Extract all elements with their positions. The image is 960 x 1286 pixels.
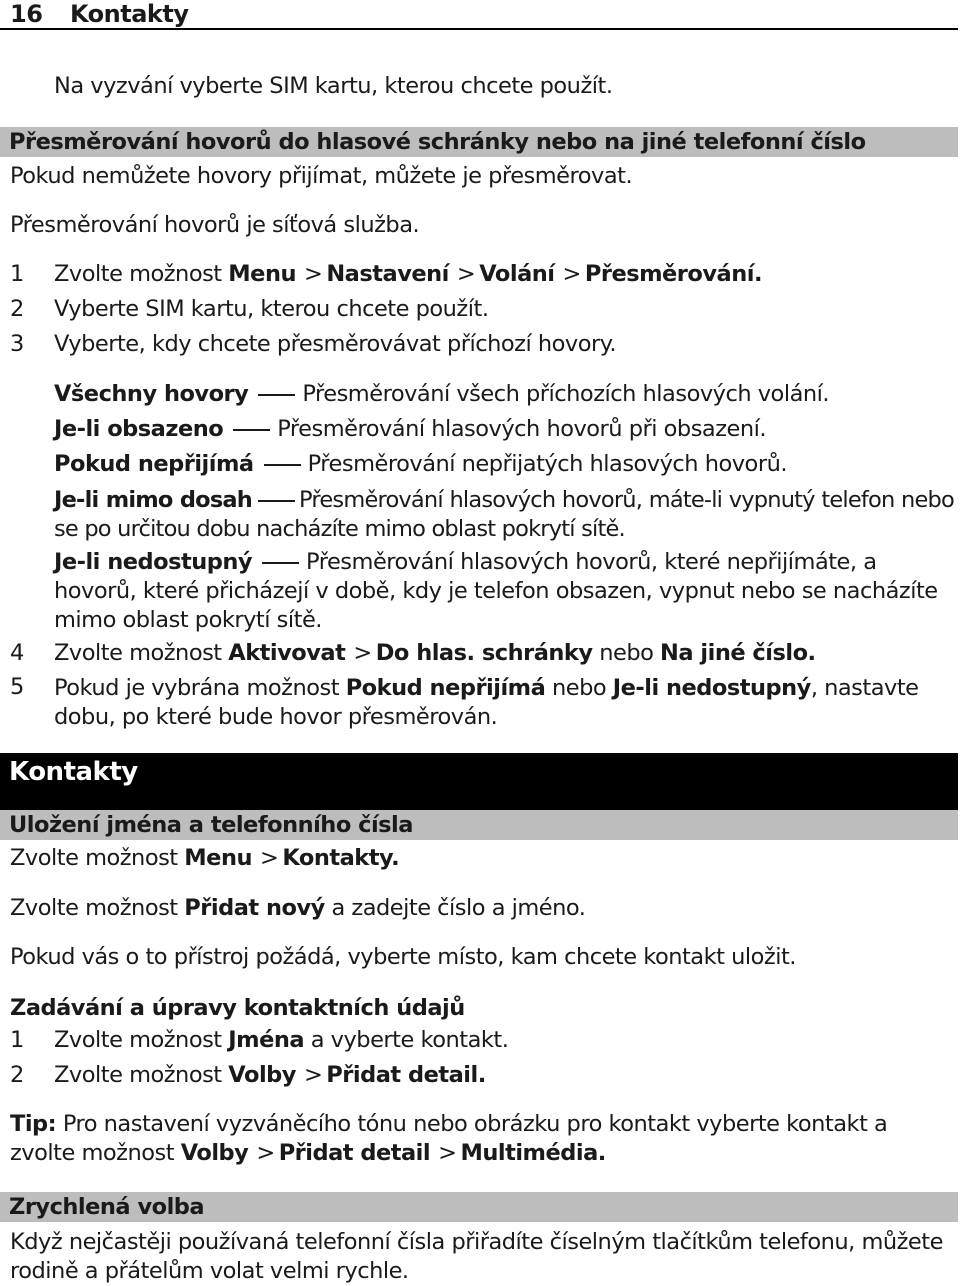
dash — [262, 562, 299, 564]
save-line1: Zvolte možnost Menu > Kontakty. — [10, 845, 400, 871]
dash — [258, 394, 295, 396]
edit-heading: Zadávání a úpravy kontaktních údajů — [10, 995, 465, 1021]
other-number-option: Na jiné číslo — [660, 640, 808, 666]
forwarding-para1: Pokud nemůžete hovory přijímat, můžete je přesměrovat. — [10, 163, 633, 189]
option-all-calls: Všechny hovory Přesměrování všech příchozích hlasových volání. — [54, 381, 830, 407]
forwarding-step3: Vyberte, kdy chcete přesměrovávat příchozí hovory. — [54, 331, 616, 357]
step-number: 5 — [10, 674, 24, 700]
forwarding-option: Přesměrování — [584, 261, 754, 287]
edit-step1: Zvolte možnost Jména a vyberte kontakt. — [54, 1027, 509, 1053]
step-number: 2 — [10, 1062, 24, 1088]
intro-line: Na vyzvání vyberte SIM kartu, kterou chcete použít. — [54, 73, 613, 99]
settings-option: Nastavení — [326, 261, 449, 287]
contacts-option: Kontakty — [282, 845, 392, 871]
forwarding-step4: Zvolte možnost Aktivovat > Do hlas. schránky nebo Na jiné číslo. — [54, 640, 816, 666]
step-number: 4 — [10, 640, 24, 666]
tip-label: Tip: — [10, 1111, 57, 1137]
dash — [264, 464, 301, 466]
names-option: Jména — [228, 1027, 305, 1053]
option-if-not-answered: Pokud nepřijímá Přesměrování nepřijatých hlasových hovorů. — [54, 451, 787, 477]
save-line2: Zvolte možnost Přidat nový a zadejte číslo a jméno. — [10, 895, 586, 921]
forwarding-heading: Přesměrování hovorů do hlasové schránky nebo na jiné telefonní číslo — [0, 127, 958, 157]
forwarding-step2: Vyberte SIM kartu, kterou chcete použít. — [54, 296, 489, 322]
add-detail-option: Přidat detail — [326, 1062, 478, 1088]
step-number: 1 — [10, 261, 24, 287]
step-number: 1 — [10, 1027, 24, 1053]
speed-dial-heading: Zrychlená volba — [0, 1192, 958, 1222]
section-title: Kontakty — [0, 753, 958, 810]
running-header-title: Kontakty — [70, 0, 189, 28]
forwarding-step1: Zvolte možnost Menu > Nastavení > Volání > Přesměrování. — [54, 261, 762, 287]
header-rule — [0, 28, 958, 30]
speed-dial-text: Když nejčastěji používaná telefonní čísla přiřadíte číselným tlačítkům telefonu, můžete rodině a přátelům volat velmi rychle. — [10, 1229, 943, 1284]
menu-option: Menu — [228, 261, 296, 287]
option-if-not-available: Je-li nedostupný Přesměrování hlasových hovorů, které nepřijímáte, a hovorů, které přicházejí v době, kdy je telefon obsazen, vypnut nebo se nacházíte mimo oblast pokrytí sítě. — [54, 549, 938, 633]
tip: Tip: Pro nastavení vyzváněcího tónu nebo obrázku pro kontakt vyberte kontakt a zvolte možnost Volby > Přidat detail > Multimédia. — [10, 1111, 888, 1166]
option-if-out-of-reach: Je-li mimo dosah Přesměrování hlasových hovorů, máte-li vypnutý telefon nebo se po určitou dobu nacházíte mimo oblast pokrytí sítě. — [54, 487, 954, 542]
options-option: Volby — [228, 1062, 296, 1088]
option-if-busy: Je-li obsazeno Přesměrování hlasových hovorů při obsazení. — [54, 416, 767, 442]
edit-step2: Zvolte možnost Volby > Přidat detail. — [54, 1062, 486, 1088]
activate-option: Aktivovat — [228, 640, 346, 666]
step-number: 3 — [10, 331, 24, 357]
add-new-option: Přidat nový — [184, 895, 325, 921]
menu-option: Menu — [184, 845, 252, 871]
calls-option: Volání — [479, 261, 555, 287]
page-number: 16 — [10, 0, 43, 28]
save-line3: Pokud vás o to přístroj požádá, vyberte místo, kam chcete kontakt uložit. — [10, 944, 796, 970]
forwarding-para2: Přesměrování hovorů je síťová služba. — [10, 212, 420, 238]
forwarding-step5: Pokud je vybrána možnost Pokud nepřijímá nebo Je-li nedostupný, nastavte dobu, po které bude hovor přesměrován. — [54, 675, 919, 730]
dash — [258, 500, 295, 502]
dash — [233, 429, 270, 431]
save-heading: Uložení jména a telefonního čísla — [0, 810, 958, 840]
step-number: 2 — [10, 296, 24, 322]
voicemail-option: Do hlas. schránky — [375, 640, 593, 666]
